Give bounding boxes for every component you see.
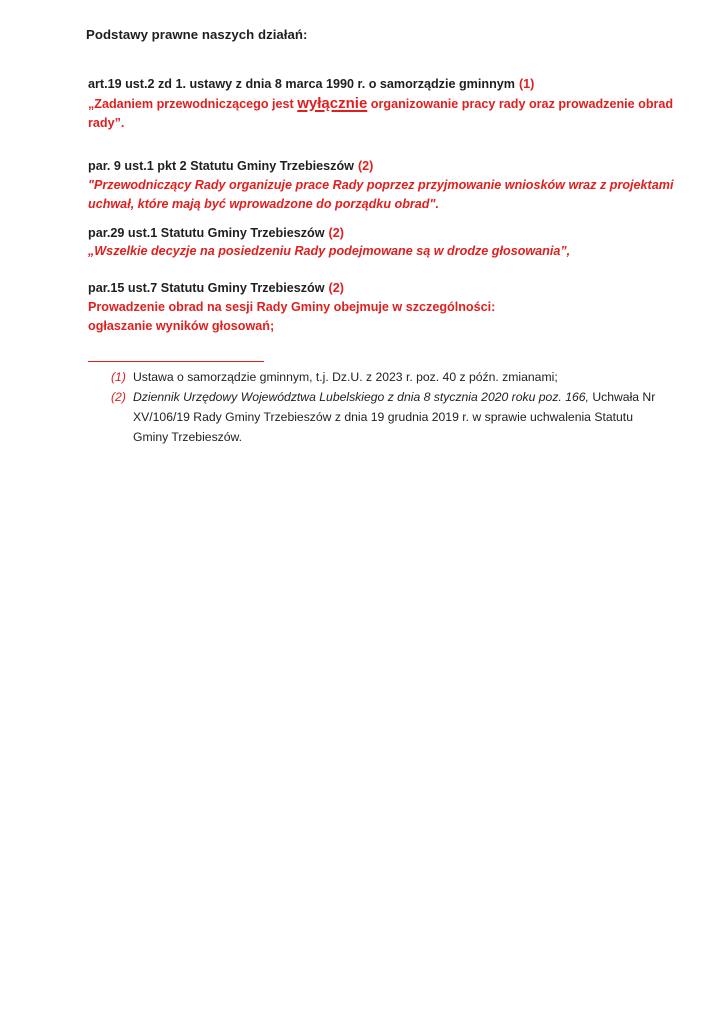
quote-line: Prowadzenie obrad na sesji Rady Gminy obejmuje w szczególności: xyxy=(88,300,496,314)
footnote-marker: (2) xyxy=(328,226,344,240)
footnote-item xyxy=(111,367,671,387)
footnote-text: Ustawa o samorządzie gminnym, t.j. Dz.U. z 2023 r. poz. 40 z późn. zmianami; xyxy=(133,370,558,384)
legal-reference xyxy=(88,75,688,93)
legal-basis-item xyxy=(88,279,688,336)
legal-basis-item xyxy=(88,224,688,261)
legal-reference xyxy=(88,279,688,297)
legal-quote: „Wszelkie decyzje na posiedzeniu Rady podejmowane są w drodze głosowania”, xyxy=(88,244,571,258)
reference-text: art.19 ust.2 zd 1. ustawy z dnia 8 marca 1990 r. o samorządzie gminnym xyxy=(88,77,515,91)
quote-text-start: „Zadaniem przewodniczącego jest xyxy=(88,97,298,111)
quote-line: ogłaszanie wyników głosowań; xyxy=(88,319,275,333)
legal-quote xyxy=(88,298,688,336)
legal-quote: "Przewodniczący Rady organizuje prace Rady poprzez przyjmowanie wniosków wraz z projektami uchwał, które mają być wprowadzone do porządku obrad". xyxy=(88,178,674,211)
footnote-source: Dziennik Urzędowy Województwa Lubelskiego z dnia 8 stycznia 2020 roku poz. 166, xyxy=(133,390,589,404)
quote-text-end: organizowanie pracy rady oraz prowadzenie obrad rady”. xyxy=(88,97,674,130)
legal-quote xyxy=(88,94,688,133)
footnotes xyxy=(111,367,671,447)
legal-reference xyxy=(88,157,688,175)
legal-reference xyxy=(88,224,688,242)
footnote-item xyxy=(111,387,671,447)
footnote-marker: (2) xyxy=(357,159,374,173)
legal-basis-item xyxy=(88,157,688,214)
footnote-separator xyxy=(88,361,264,362)
reference-text: par.15 ust.7 Statutu Gminy Trzebieszów xyxy=(88,281,325,295)
footnote-text xyxy=(133,387,671,447)
quote-emphasis: wyłącznie xyxy=(297,95,368,112)
footnote-marker: (2) xyxy=(111,390,126,404)
footnote-marker: (1) xyxy=(111,370,126,384)
document-heading: Podstawy prawne naszych działań: xyxy=(86,27,308,42)
reference-text: par.29 ust.1 Statutu Gminy Trzebieszów xyxy=(88,226,325,240)
footnote-marker: (2) xyxy=(328,281,344,295)
legal-basis-item xyxy=(88,75,688,133)
footnote-resolution: Uchwała Nr XV/106/19 Rady Gminy Trzebieszów z dnia 19 grudnia 2019 r. w sprawie uchwalenia Statutu Gminy Trzebieszów. xyxy=(133,390,656,444)
reference-text: par. 9 ust.1 pkt 2 Statutu Gminy Trzebieszów xyxy=(88,159,354,173)
footnote-marker: (1) xyxy=(518,77,535,91)
